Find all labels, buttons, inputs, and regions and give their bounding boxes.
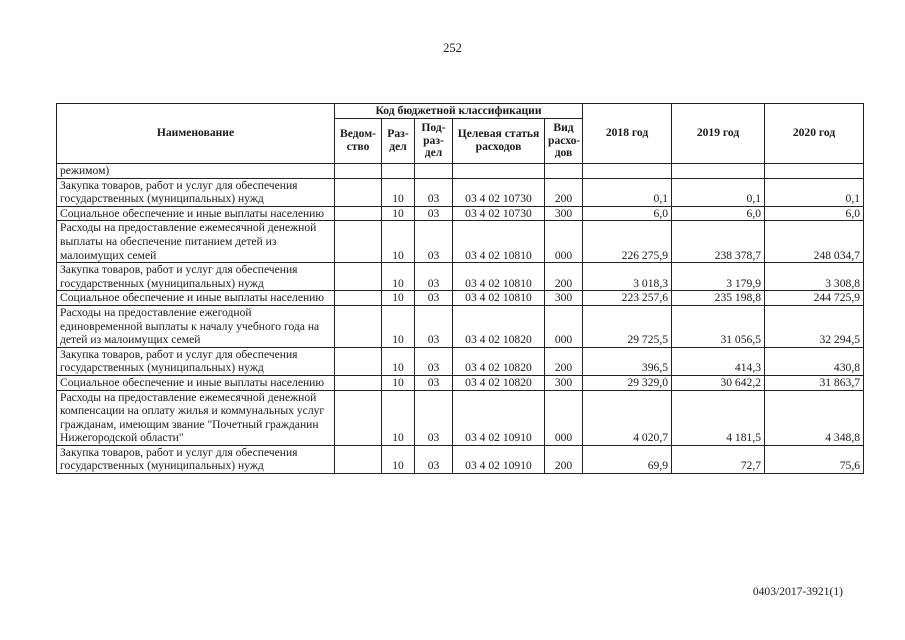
- row-amount-2019: 30 642,2: [672, 375, 765, 390]
- row-amount-2018: 29 725,5: [583, 305, 672, 347]
- table-row: [57, 347, 864, 375]
- row-amount-2020: [765, 164, 864, 179]
- row-razdel: 10: [382, 390, 415, 445]
- row-amount-2019: 238 378,7: [672, 221, 765, 263]
- row-target-article: 03 4 02 10730: [453, 178, 545, 206]
- header-vid: Вид расхо-дов: [545, 119, 583, 164]
- row-podrazdel: 03: [415, 178, 453, 206]
- table-body: [57, 164, 864, 474]
- row-name: Расходы на предоставление ежемесячной денежной выплаты на обеспечение питанием детей из малоимущих семей: [57, 221, 335, 263]
- row-podrazdel: 03: [415, 291, 453, 306]
- row-razdel: 10: [382, 263, 415, 291]
- row-target-article: 03 4 02 10820: [453, 375, 545, 390]
- row-vedomstvo: [335, 445, 382, 473]
- row-expense-type: 000: [545, 305, 583, 347]
- row-amount-2018: 4 020,7: [583, 390, 672, 445]
- row-vedomstvo: [335, 263, 382, 291]
- header-vedomstvo: Ведом-ство: [335, 119, 382, 164]
- row-expense-type: 000: [545, 221, 583, 263]
- row-amount-2018: [583, 164, 672, 179]
- row-target-article: 03 4 02 10730: [453, 206, 545, 221]
- row-amount-2018: 3 018,3: [583, 263, 672, 291]
- row-amount-2020: 4 348,8: [765, 390, 864, 445]
- table-row: [57, 206, 864, 221]
- row-amount-2020: 6,0: [765, 206, 864, 221]
- row-podrazdel: 03: [415, 206, 453, 221]
- row-podrazdel: 03: [415, 263, 453, 291]
- row-podrazdel: 03: [415, 221, 453, 263]
- row-razdel: 10: [382, 291, 415, 306]
- row-expense-type: 300: [545, 375, 583, 390]
- row-vedomstvo: [335, 164, 382, 179]
- header-kbk: Код бюджетной классификации: [335, 104, 583, 119]
- row-podrazdel: 03: [415, 305, 453, 347]
- row-name: Расходы на предоставление ежегодной единовременной выплаты к началу учебного года на детей из малоимущих семей: [57, 305, 335, 347]
- row-name: Закупка товаров, работ и услуг для обеспечения государственных (муниципальных) нужд: [57, 178, 335, 206]
- row-amount-2018: 396,5: [583, 347, 672, 375]
- table-row: [57, 305, 864, 347]
- table-row: [57, 263, 864, 291]
- row-amount-2019: 0,1: [672, 178, 765, 206]
- row-amount-2019: [672, 164, 765, 179]
- row-amount-2019: 235 198,8: [672, 291, 765, 306]
- row-expense-type: 200: [545, 263, 583, 291]
- row-amount-2019: 3 179,9: [672, 263, 765, 291]
- table-row: [57, 221, 864, 263]
- row-razdel: 10: [382, 347, 415, 375]
- table-row: [57, 164, 864, 179]
- row-name: Закупка товаров, работ и услуг для обеспечения государственных (муниципальных) нужд: [57, 445, 335, 473]
- row-podrazdel: 03: [415, 375, 453, 390]
- row-name: Расходы на предоставление ежемесячной денежной компенсации на оплату жилья и коммунальных услуг гражданам, имеющим звание "Почетный гражданин Нижегородской области": [57, 390, 335, 445]
- row-amount-2019: 72,7: [672, 445, 765, 473]
- row-expense-type: 200: [545, 347, 583, 375]
- row-amount-2020: 248 034,7: [765, 221, 864, 263]
- row-name: режимом): [57, 164, 335, 179]
- row-amount-2018: 6,0: [583, 206, 672, 221]
- header-razdel: Раз-дел: [382, 119, 415, 164]
- row-razdel: 10: [382, 206, 415, 221]
- header-2020: 2020 год: [765, 104, 864, 164]
- header-tselevaya: Целевая статья расходов: [453, 119, 545, 164]
- row-amount-2018: 69,9: [583, 445, 672, 473]
- row-razdel: 10: [382, 221, 415, 263]
- row-razdel: 10: [382, 305, 415, 347]
- row-podrazdel: [415, 164, 453, 179]
- header-2018: 2018 год: [583, 104, 672, 164]
- row-amount-2019: 4 181,5: [672, 390, 765, 445]
- row-amount-2020: 32 294,5: [765, 305, 864, 347]
- row-target-article: [453, 164, 545, 179]
- row-amount-2018: 29 329,0: [583, 375, 672, 390]
- row-target-article: 03 4 02 10810: [453, 263, 545, 291]
- row-amount-2020: 430,8: [765, 347, 864, 375]
- row-podrazdel: 03: [415, 347, 453, 375]
- page-number: 252: [443, 41, 462, 55]
- row-name: Социальное обеспечение и иные выплаты населению: [57, 375, 335, 390]
- row-vedomstvo: [335, 305, 382, 347]
- row-target-article: 03 4 02 10810: [453, 291, 545, 306]
- table-row: [57, 178, 864, 206]
- row-expense-type: 200: [545, 445, 583, 473]
- row-amount-2019: 31 056,5: [672, 305, 765, 347]
- row-razdel: 10: [382, 445, 415, 473]
- row-amount-2020: 31 863,7: [765, 375, 864, 390]
- row-vedomstvo: [335, 375, 382, 390]
- table-header: [57, 104, 864, 164]
- row-razdel: 10: [382, 178, 415, 206]
- row-target-article: 03 4 02 10910: [453, 390, 545, 445]
- row-target-article: 03 4 02 10820: [453, 347, 545, 375]
- row-amount-2020: 75,6: [765, 445, 864, 473]
- row-razdel: [382, 164, 415, 179]
- row-amount-2019: 414,3: [672, 347, 765, 375]
- row-vedomstvo: [335, 347, 382, 375]
- row-vedomstvo: [335, 291, 382, 306]
- row-name: Закупка товаров, работ и услуг для обеспечения государственных (муниципальных) нужд: [57, 347, 335, 375]
- row-vedomstvo: [335, 178, 382, 206]
- row-expense-type: 200: [545, 178, 583, 206]
- row-amount-2018: 0,1: [583, 178, 672, 206]
- row-amount-2020: 244 725,9: [765, 291, 864, 306]
- row-vedomstvo: [335, 221, 382, 263]
- row-name: Социальное обеспечение и иные выплаты населению: [57, 291, 335, 306]
- row-expense-type: 300: [545, 291, 583, 306]
- header-2019: 2019 год: [672, 104, 765, 164]
- row-target-article: 03 4 02 10820: [453, 305, 545, 347]
- row-vedomstvo: [335, 206, 382, 221]
- row-vedomstvo: [335, 390, 382, 445]
- row-podrazdel: 03: [415, 390, 453, 445]
- row-amount-2018: 223 257,6: [583, 291, 672, 306]
- row-amount-2020: 0,1: [765, 178, 864, 206]
- row-podrazdel: 03: [415, 445, 453, 473]
- header-name: Наименование: [57, 104, 335, 164]
- row-target-article: 03 4 02 10910: [453, 445, 545, 473]
- table-row: [57, 291, 864, 306]
- table-row: [57, 390, 864, 445]
- table-row: [57, 445, 864, 473]
- row-razdel: 10: [382, 375, 415, 390]
- row-name: Закупка товаров, работ и услуг для обеспечения государственных (муниципальных) нужд: [57, 263, 335, 291]
- document-code: 0403/2017-3921(1): [752, 585, 843, 598]
- row-amount-2018: 226 275,9: [583, 221, 672, 263]
- row-expense-type: 000: [545, 390, 583, 445]
- header-podrazdel: Под-раз-дел: [415, 119, 453, 164]
- row-expense-type: 300: [545, 206, 583, 221]
- row-name: Социальное обеспечение и иные выплаты населению: [57, 206, 335, 221]
- row-expense-type: [545, 164, 583, 179]
- table-row: [57, 375, 864, 390]
- row-amount-2020: 3 308,8: [765, 263, 864, 291]
- row-target-article: 03 4 02 10810: [453, 221, 545, 263]
- budget-table: [56, 103, 864, 474]
- row-amount-2019: 6,0: [672, 206, 765, 221]
